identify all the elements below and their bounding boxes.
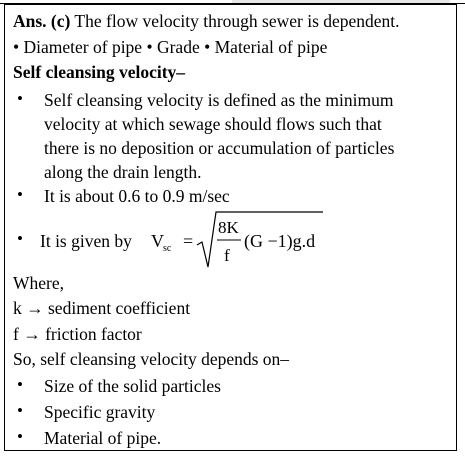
answer-label: Ans. (c) xyxy=(13,11,71,31)
bullet-marker: • xyxy=(17,375,23,394)
factor-item: Grade xyxy=(156,37,200,57)
factor-bullet: • xyxy=(204,37,211,57)
answer-line xyxy=(13,9,448,33)
where-label: Where, xyxy=(13,273,65,293)
definition-line: along the drain length. xyxy=(44,162,202,182)
factor-item: Material of pipe xyxy=(214,37,328,57)
range-text: It is about 0.6 to 0.9 m/sec xyxy=(44,186,230,206)
bullet-marker: • xyxy=(17,89,23,108)
formula-rest: (G −1)g.d xyxy=(244,231,316,251)
right-arrow-icon: → xyxy=(26,298,44,318)
formula-lhs: V xyxy=(151,231,164,251)
factor-item: Diameter of pipe xyxy=(23,37,143,57)
bullet-marker: • xyxy=(17,401,23,420)
depends-intro: So, self cleansing velocity depends on– xyxy=(13,349,290,369)
top-tab-fragment xyxy=(232,0,450,3)
bullet-marker: • xyxy=(17,229,23,248)
symbol: f xyxy=(13,324,19,344)
formula-numerator: 8K xyxy=(218,218,239,237)
formula-lhs-subscript: sc xyxy=(163,243,172,254)
factors-line xyxy=(13,35,448,59)
formula-equals: = xyxy=(183,231,194,251)
symbol-meaning: friction factor xyxy=(45,324,142,344)
depends-item: Specific gravity xyxy=(44,402,156,422)
bullet-marker: • xyxy=(17,427,23,446)
definition-k xyxy=(13,296,448,320)
factor-bullet: • xyxy=(13,37,20,57)
answer-text: The flow velocity through sewer is dependent. xyxy=(74,11,400,31)
depends-item: Material of pipe. xyxy=(44,428,162,448)
definition-line: there is no deposition or accumulation of particles xyxy=(44,138,395,158)
velocity-formula xyxy=(5,209,465,271)
symbol-meaning: sediment coefficient xyxy=(48,298,191,318)
symbol: k xyxy=(13,298,22,318)
definition-line: velocity at which sewage should flows such that xyxy=(44,114,382,134)
answer-box xyxy=(4,4,457,451)
formula-denominator: f xyxy=(224,246,230,265)
definition-line: Self cleansing velocity is defined as the minimum xyxy=(44,90,394,110)
depends-item: Size of the solid particles xyxy=(44,376,221,396)
definition-f xyxy=(13,322,448,346)
formula-intro: It is given by xyxy=(40,231,132,251)
bullet-marker: • xyxy=(17,185,23,204)
section-title: Self cleansing velocity– xyxy=(13,62,186,82)
factor-bullet: • xyxy=(146,37,153,57)
right-arrow-icon: → xyxy=(23,324,41,344)
